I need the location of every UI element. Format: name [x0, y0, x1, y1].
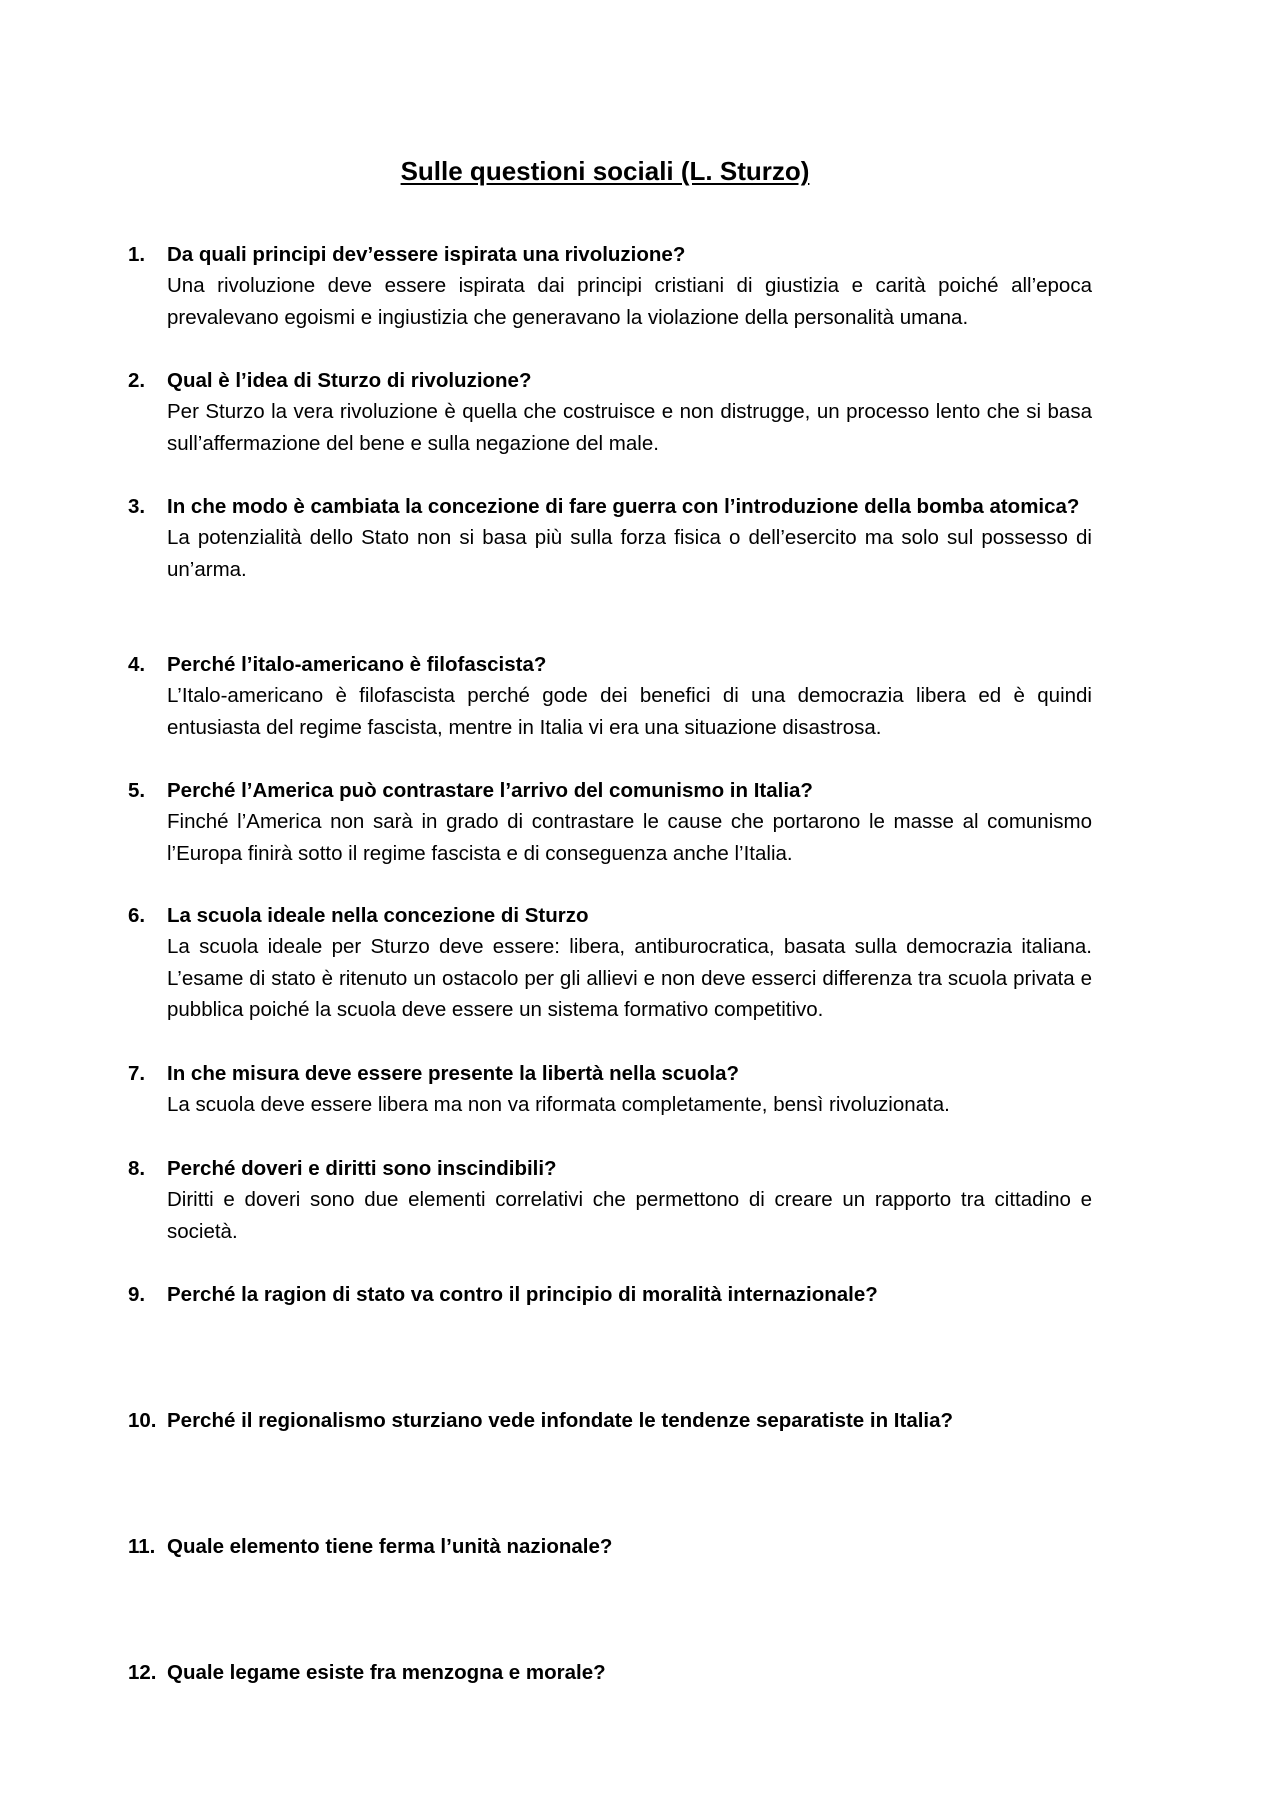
answer-text: Finché l’America non sarà in grado di contrastare le cause che portarono le masse al comunismo l’Europa finirà sotto il regime fascista e di conseguenza anche l’Italia. [167, 810, 1092, 865]
question-item-2 [128, 365, 1092, 459]
item-number: 7. [128, 1062, 146, 1085]
question-text: Quale legame esiste fra menzogna e morale? [167, 1661, 606, 1684]
answer-text: Una rivoluzione deve essere ispirata dai principi cristiani di giustizia e carità poiché all’epoca prevalevano egoismi e ingiustizia che generavano la violazione della personalità umana. [167, 274, 1092, 329]
question-item-12 [128, 1657, 1092, 1688]
question-text: Qual è l’idea di Sturzo di rivoluzione? [167, 369, 532, 392]
question-item-4 [128, 649, 1092, 743]
question-text: In che misura deve essere presente la libertà nella scuola? [167, 1062, 739, 1085]
answer-text: Diritti e doveri sono due elementi correlativi che permettono di creare un rapporto tra cittadino e società. [167, 1188, 1092, 1243]
question-item-1 [128, 239, 1092, 333]
question-item-9 [128, 1279, 1092, 1310]
question-text: Perché l’italo-americano è filofascista? [167, 653, 547, 676]
page-title: Sulle questioni sociali (L. Sturzo) [400, 156, 810, 186]
item-number: 12. [128, 1661, 157, 1684]
question-text: Quale elemento tiene ferma l’unità nazionale? [167, 1535, 613, 1558]
item-number: 9. [128, 1283, 146, 1306]
question-item-6 [128, 900, 1092, 1026]
answer-text: L’Italo-americano è filofascista perché gode dei benefici di una democrazia libera ed è quindi entusiasta del regime fascista, mentre in Italia vi era una situazione disastrosa. [167, 684, 1092, 739]
question-item-5 [128, 775, 1092, 869]
question-item-8 [128, 1153, 1092, 1247]
question-text: In che modo è cambiata la concezione di fare guerra con l’introduzione della bomba atomica? [167, 495, 1080, 518]
answer-text: La potenzialità dello Stato non si basa più sulla forza fisica o dell’esercito ma solo sul possesso di un’arma. [167, 526, 1092, 581]
question-text: La scuola ideale nella concezione di Sturzo [167, 904, 589, 927]
question-item-11 [128, 1531, 1092, 1562]
item-number: 11. [128, 1535, 156, 1558]
item-number: 8. [128, 1157, 146, 1180]
question-text: Perché la ragion di stato va contro il principio di moralità internazionale? [167, 1283, 878, 1306]
item-number: 10. [128, 1409, 157, 1432]
item-number: 3. [128, 495, 146, 518]
question-text: Perché l’America può contrastare l’arrivo del comunismo in Italia? [167, 779, 813, 802]
item-number: 5. [128, 779, 146, 802]
item-number: 4. [128, 653, 146, 676]
question-text: Da quali principi dev’essere ispirata una rivoluzione? [167, 243, 686, 266]
question-item-10 [128, 1405, 1092, 1436]
question-item-3 [128, 491, 1092, 585]
item-number: 6. [128, 904, 146, 927]
question-text: Perché il regionalismo sturziano vede infondate le tendenze separatiste in Italia? [167, 1409, 954, 1432]
item-number: 1. [128, 243, 146, 266]
answer-text: La scuola deve essere libera ma non va riformata completamente, bensì rivoluzionata. [167, 1093, 950, 1117]
answer-text: Per Sturzo la vera rivoluzione è quella che costruisce e non distrugge, un processo lento che si basa sull’affermazione del bene e sulla negazione del male. [167, 400, 1092, 455]
question-item-7 [128, 1058, 1092, 1121]
question-text: Perché doveri e diritti sono inscindibili? [167, 1157, 557, 1180]
answer-text: La scuola ideale per Sturzo deve essere: libera, antiburocratica, basata sulla democrazia italiana. L’esame di stato è ritenuto un ostacolo per gli allievi e non deve esserci differenza tra scuola privata e pubblica poiché la scuola deve essere un sistema formativo competitivo. [167, 935, 1092, 1022]
item-number: 2. [128, 369, 146, 392]
